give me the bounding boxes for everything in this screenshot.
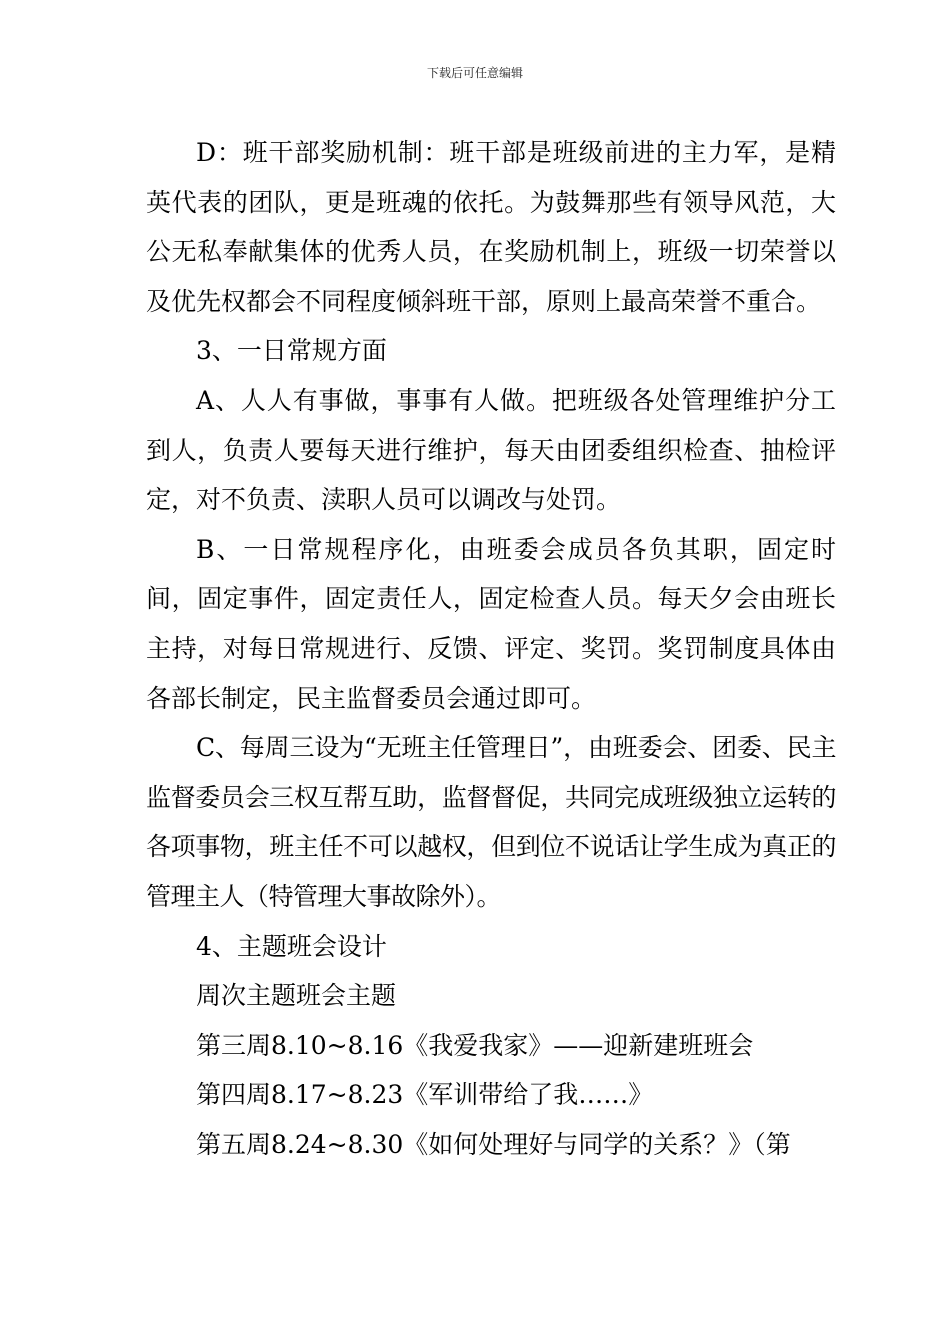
paragraph-cadre-reward: D：班干部奖励机制：班干部是班级前进的主力军，是精英代表的团队，更是班魂的依托。为鼓舞那些有领导风范，大公无私奉献集体的优秀人员，在奖励机制上，班级一切荣誉以及优先权都会不同程度倾斜班干部，原则上最高荣誉不重合。 [146,138,836,316]
paragraph-routine-a: A、人人有事做，事事有人做。把班级各处管理维护分工到人，负责人要每天进行维护，每天由团委组织检查、抽检评定，对不负责、渎职人员可以调改与处罚。 [146,385,836,515]
section-heading-class-meeting: 4、主题班会设计 [196,931,387,961]
schedule-week-4: 第四周8.17~8.23《军训带给了我……》 [196,1080,654,1110]
document-body [146,128,836,1169]
paragraph-routine-c: C、每周三设为“无班主任管理日”，由班委会、团委、民主监督委员会三权互帮互助，监督督促，共同完成班级独立运转的各项事物，班主任不可以越权，但到位不说话让学生成为真正的管理主人（特管理大事故除外）。 [146,733,836,911]
schedule-week-5: 第五周8.24~8.30《如何处理好与同学的关系？》（第 [196,1129,791,1159]
section-heading-daily-routine: 3、一日常规方面 [196,336,387,366]
paragraph-routine-b: B、一日常规程序化，由班委会成员各负其职，固定时间，固定事件，固定责任人，固定检查人员。每天夕会由班长主持，对每日常规进行、反馈、评定、奖罚。奖罚制度具体由各部长制定，民主监督委员会通过即可。 [146,534,836,713]
schedule-week-3: 第三周8.10~8.16《我爱我家》——迎新建班班会 [196,1030,754,1060]
page-header: 下载后可任意编辑 [426,66,523,80]
schedule-header: 周次主题班会主题 [196,981,397,1011]
